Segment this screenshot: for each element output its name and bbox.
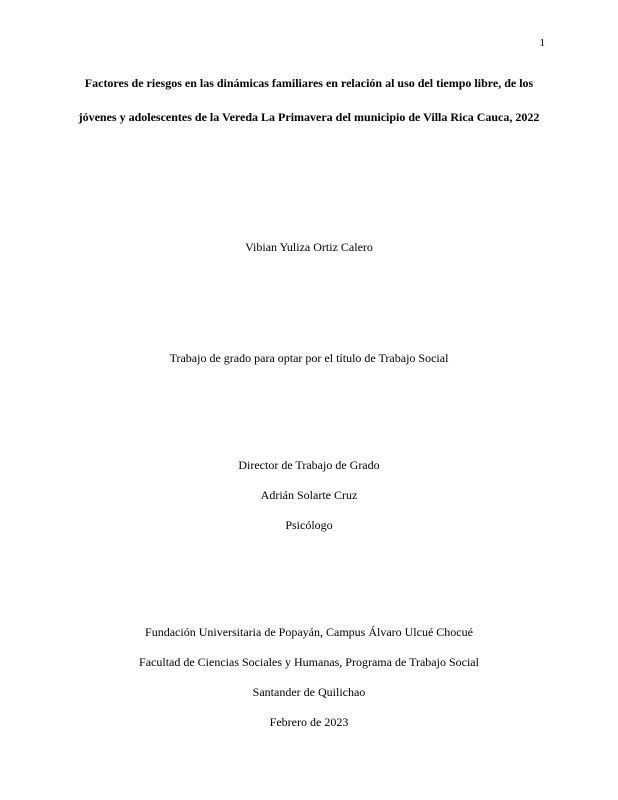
faculty-name: Facultad de Ciencias Sociales y Humanas, Programa de Trabajo Social: [139, 655, 479, 669]
author-name: Vibian Yuliza Ortiz Calero: [245, 240, 373, 254]
degree-statement: Trabajo de grado para optar por el título de Trabajo Social: [169, 351, 449, 365]
institution-section: [0, 617, 618, 737]
university-name: Fundación Universitaria de Popayán, Campus Álvaro Ulcué Chocué: [145, 625, 473, 639]
document-date: Febrero de 2023: [269, 715, 349, 729]
director-heading: Director de Trabajo de Grado: [238, 458, 380, 472]
page-number: 1: [539, 37, 545, 49]
title-line-1: Factores de riesgos en las dinámicas familiares en relación al uso del tiempo libre, de los: [84, 76, 534, 90]
title-line-2: jóvenes y adolescentes de la Vereda La Primavera del municipio de Villa Rica Cauca, 2022: [78, 110, 540, 124]
director-profession: Psicólogo: [285, 518, 333, 532]
city-name: Santander de Quilichao: [252, 685, 366, 699]
document-title: [0, 66, 618, 134]
director-section: [0, 450, 618, 540]
director-name: Adrián Solarte Cruz: [260, 488, 358, 502]
